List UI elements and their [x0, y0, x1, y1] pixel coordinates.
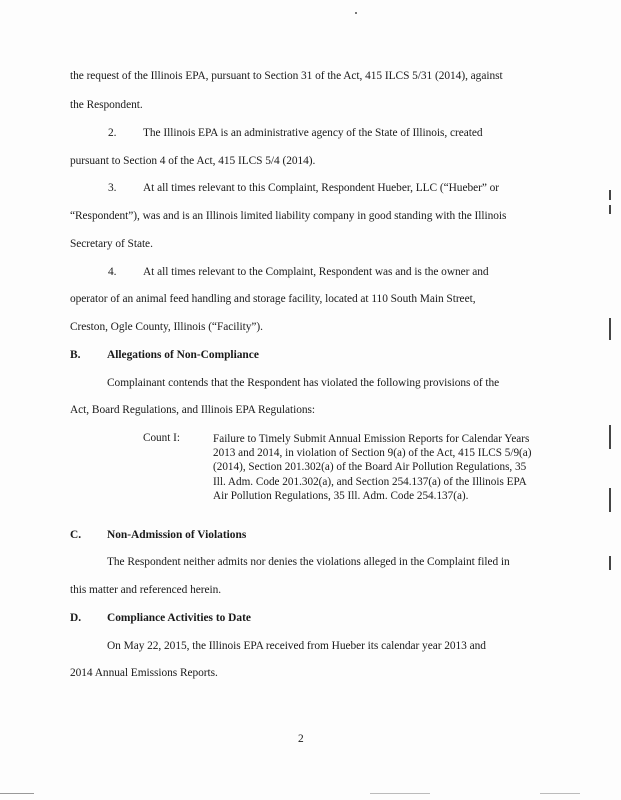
section-c-line-1: The Respondent neither admits nor denies the violations alleged in the Complaint filed in — [107, 556, 510, 568]
paragraph-3-number: 3. — [108, 182, 117, 194]
margin-mark — [609, 556, 611, 570]
paragraph-4-line-1: At all times relevant to the Complaint, Respondent was and is the owner and — [143, 266, 489, 278]
section-d-line-1: On May 22, 2015, the Illinois EPA received from Hueber its calendar year 2013 and — [107, 640, 486, 652]
count-description: Failure to Timely Submit Annual Emission Reports for Calendar Years 2013 and 2014, in violation of Section 9(a) of the Act, 415 ILCS 5/9(a) (2014), Section 201.302(a) of the Board Air Pollution Regulations, 35 Ill. Adm. Code 201.302(a), and Section 254.137(a) of the Illinois EPA Air Pollution Regulations, 35 Ill. Adm. Code 254.137(a). — [213, 433, 532, 502]
paragraph-1-line-1: the request of the Illinois EPA, pursuant to Section 31 of the Act, 415 ILCS 5/31 (2014), against — [70, 70, 503, 82]
paragraph-4-number: 4. — [108, 266, 117, 278]
paragraph-3-line-2: “Respondent”), was and is an Illinois limited liability company in good standing with the Illinois — [70, 210, 507, 222]
paragraph-3-line-1: At all times relevant to this Complaint, Respondent Hueber, LLC (“Hueber” or — [143, 182, 500, 194]
section-c-letter: C. — [70, 529, 82, 541]
section-c-line-2: this matter and referenced herein. — [70, 584, 222, 596]
margin-mark — [609, 488, 611, 512]
section-b-letter: B. — [70, 349, 81, 361]
section-b-title: Allegations of Non-Compliance — [107, 349, 259, 361]
scan-edge-line — [0, 793, 34, 794]
scan-edge-line — [540, 793, 580, 794]
count-label: Count I: — [143, 432, 180, 444]
section-b-line-1: Complainant contends that the Respondent has violated the following provisions of the — [107, 377, 500, 389]
paragraph-2-line-2: pursuant to Section 4 of the Act, 415 ILCS 5/4 (2014). — [70, 155, 316, 167]
paragraph-4-line-2: operator of an animal feed handling and storage facility, located at 110 South Main Street, — [70, 293, 476, 305]
section-b-line-2: Act, Board Regulations, and Illinois EPA Regulations: — [70, 404, 315, 416]
section-c-title: Non-Admission of Violations — [107, 529, 247, 541]
section-d-letter: D. — [70, 612, 82, 624]
paragraph-4-line-3: Creston, Ogle County, Illinois (“Facility”). — [70, 321, 263, 333]
scan-speck — [355, 12, 357, 14]
margin-mark — [609, 425, 611, 449]
paragraph-3-line-3: Secretary of State. — [70, 238, 153, 250]
scan-edge-line — [370, 793, 430, 794]
page-number: 2 — [298, 733, 304, 745]
margin-mark — [609, 205, 611, 214]
paragraph-1-line-2: the Respondent. — [70, 99, 143, 111]
section-d-line-2: 2014 Annual Emissions Reports. — [70, 667, 218, 679]
margin-mark — [609, 190, 611, 200]
section-d-title: Compliance Activities to Date — [107, 612, 251, 624]
paragraph-2-number: 2. — [108, 127, 117, 139]
margin-mark — [609, 318, 611, 340]
paragraph-2-line-1: The Illinois EPA is an administrative agency of the State of Illinois, created — [143, 127, 483, 139]
